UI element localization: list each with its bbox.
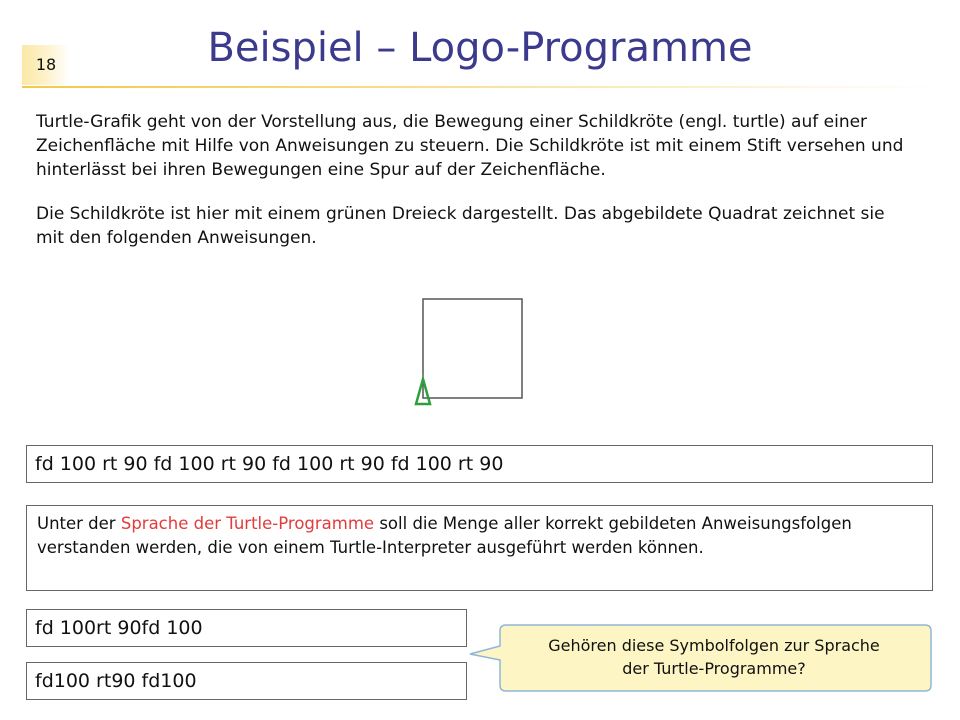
square-command-box: fd 100 rt 90 fd 100 rt 90 fd 100 rt 90 fd 100 rt 90: [26, 445, 933, 483]
definition-box: [26, 505, 933, 591]
page-title: Beispiel – Logo-Programme: [207, 25, 753, 71]
intro-paragraph-1: Turtle-Grafik geht von der Vorstellung aus, die Bewegung einer Schildkröte (engl. turtle) auf einer Zeichenfläche mit Hilfe von Anweisungen zu steuern. Die Schildkröte ist mit einem Stift versehen und hinterlässt bei ihren Bewegungen eine Spur auf der Zeichenfläche.: [36, 112, 904, 180]
callout-question: [498, 634, 930, 680]
turtle-square-figure: [405, 290, 535, 410]
callout-line-1: Gehören diese Symbolfolgen zur Sprache: [548, 636, 880, 655]
slide-number: 18: [22, 45, 70, 85]
definition-text-before: Unter der: [37, 514, 121, 533]
drawn-square: [423, 299, 522, 398]
definition-text-after: soll die Menge aller korrekt gebildeten Anweisungsfolgen verstanden werden, die von einem Turtle-Interpreter ausgeführt werden können.: [37, 514, 852, 557]
title-underline: [22, 86, 938, 88]
example-command-a: fd 100rt 90fd 100: [26, 609, 467, 647]
callout-line-2: der Turtle-Programme?: [622, 659, 806, 678]
example-command-b: fd100 rt90 fd100: [26, 662, 467, 700]
intro-paragraph-2: Die Schildkröte ist hier mit einem grünen Dreieck dargestellt. Das abgebildete Quadrat zeichnet sie mit den folgenden Anweisungen.: [36, 204, 885, 248]
definition-highlight: Sprache der Turtle-Programme: [120, 514, 375, 533]
